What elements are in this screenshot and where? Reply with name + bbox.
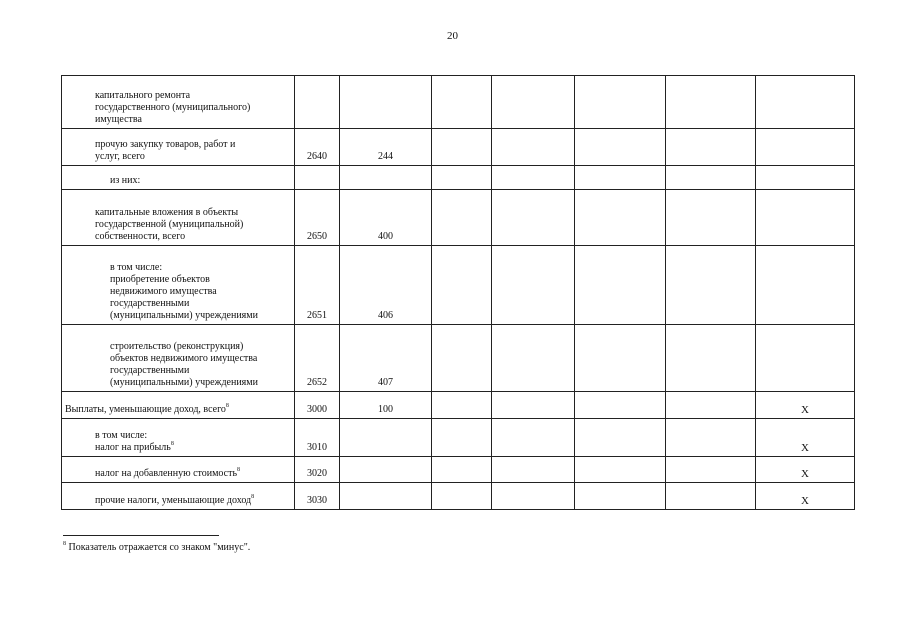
value-cell xyxy=(432,246,492,325)
row-last-value: X xyxy=(756,392,855,419)
value-cell xyxy=(666,483,756,510)
footnote-ref: 8 xyxy=(251,494,255,500)
row-name xyxy=(62,129,295,166)
row-last-value xyxy=(756,190,855,246)
row-name-text: налог на добавленную стоимость xyxy=(95,468,238,479)
value-cell xyxy=(492,129,575,166)
value-cell xyxy=(666,392,756,419)
footnote xyxy=(63,542,250,553)
table-row xyxy=(62,419,855,457)
row-last-value: X xyxy=(756,419,855,457)
value-cell xyxy=(666,246,756,325)
row-name-text: строительство (реконструкция) объектов недвижимого имущества государственными (муниципальными) учреждениями xyxy=(110,341,258,388)
row-kbk-code xyxy=(340,166,432,190)
value-cell xyxy=(575,483,666,510)
value-cell xyxy=(492,166,575,190)
table-row xyxy=(62,166,855,190)
row-code xyxy=(295,166,340,190)
row-last-value xyxy=(756,76,855,129)
value-cell xyxy=(492,419,575,457)
row-name-text: прочую закупку товаров, работ и услуг, всего xyxy=(95,139,236,162)
value-cell xyxy=(575,129,666,166)
value-cell xyxy=(575,76,666,129)
value-cell xyxy=(575,325,666,392)
row-kbk-code xyxy=(340,419,432,457)
page-number: 20 xyxy=(447,30,458,42)
value-cell xyxy=(666,457,756,483)
table-row xyxy=(62,325,855,392)
footnote-ref: 8 xyxy=(170,441,174,447)
row-name xyxy=(62,246,295,325)
row-name-text: прочие налоги, уменьшающие доход xyxy=(95,495,252,506)
footnote-ref: 8 xyxy=(237,467,241,473)
row-name-text: капитальные вложения в объекты государственной (муниципальной) собственности, всего xyxy=(95,207,244,242)
value-cell xyxy=(432,190,492,246)
value-cell xyxy=(432,457,492,483)
footnote-ref: 8 xyxy=(225,403,229,409)
value-cell xyxy=(666,76,756,129)
row-name xyxy=(62,190,295,246)
row-name xyxy=(62,483,295,510)
row-code: 2640 xyxy=(295,129,340,166)
value-cell xyxy=(666,325,756,392)
table-row xyxy=(62,457,855,483)
value-cell xyxy=(432,419,492,457)
table-row xyxy=(62,246,855,325)
row-name xyxy=(62,166,295,190)
row-kbk-code: 400 xyxy=(340,190,432,246)
row-last-value xyxy=(756,325,855,392)
value-cell xyxy=(575,419,666,457)
row-kbk-code: 407 xyxy=(340,325,432,392)
row-code: 3000 xyxy=(295,392,340,419)
value-cell xyxy=(432,166,492,190)
table-row xyxy=(62,129,855,166)
row-code: 2652 xyxy=(295,325,340,392)
footnote-separator xyxy=(63,535,219,536)
row-kbk-code xyxy=(340,76,432,129)
row-kbk-code xyxy=(340,457,432,483)
row-name xyxy=(62,325,295,392)
table-row xyxy=(62,392,855,419)
value-cell xyxy=(432,392,492,419)
value-cell xyxy=(575,190,666,246)
row-name-text: капитального ремонта государственного (муниципального) имущества xyxy=(95,90,251,125)
row-code xyxy=(295,76,340,129)
report-table xyxy=(61,75,855,510)
row-code: 3020 xyxy=(295,457,340,483)
value-cell xyxy=(492,190,575,246)
value-cell xyxy=(492,246,575,325)
value-cell xyxy=(666,419,756,457)
row-kbk-code: 100 xyxy=(340,392,432,419)
value-cell xyxy=(575,392,666,419)
value-cell xyxy=(666,190,756,246)
row-code: 2650 xyxy=(295,190,340,246)
value-cell xyxy=(432,129,492,166)
footnote-text: Показатель отражается со знаком "минус". xyxy=(68,542,251,553)
row-name-text: Выплаты, уменьшающие доход, всего xyxy=(65,404,226,415)
value-cell xyxy=(492,457,575,483)
row-last-value: X xyxy=(756,457,855,483)
value-cell xyxy=(432,325,492,392)
row-code: 2651 xyxy=(295,246,340,325)
value-cell xyxy=(492,392,575,419)
row-kbk-code: 244 xyxy=(340,129,432,166)
value-cell xyxy=(432,483,492,510)
value-cell xyxy=(492,325,575,392)
value-cell xyxy=(575,166,666,190)
row-last-value xyxy=(756,129,855,166)
row-name xyxy=(62,419,295,457)
value-cell xyxy=(575,246,666,325)
value-cell xyxy=(575,457,666,483)
row-last-value: X xyxy=(756,483,855,510)
row-name xyxy=(62,76,295,129)
table-row xyxy=(62,76,855,129)
row-last-value xyxy=(756,166,855,190)
value-cell xyxy=(666,129,756,166)
value-cell xyxy=(492,483,575,510)
row-name-text: из них: xyxy=(110,175,141,186)
footnote-marker: 8 xyxy=(63,541,66,547)
row-code: 3010 xyxy=(295,419,340,457)
table-row xyxy=(62,190,855,246)
row-name-text: в том числе: приобретение объектов недвижимого имущества государственными (муниципальными) учреждениями xyxy=(110,262,258,321)
table-row xyxy=(62,483,855,510)
row-kbk-code: 406 xyxy=(340,246,432,325)
value-cell xyxy=(492,76,575,129)
row-name xyxy=(62,457,295,483)
row-code: 3030 xyxy=(295,483,340,510)
value-cell xyxy=(666,166,756,190)
row-name xyxy=(62,392,295,419)
value-cell xyxy=(432,76,492,129)
row-name-text: в том числе: налог на прибыль xyxy=(95,430,171,453)
row-kbk-code xyxy=(340,483,432,510)
row-last-value xyxy=(756,246,855,325)
